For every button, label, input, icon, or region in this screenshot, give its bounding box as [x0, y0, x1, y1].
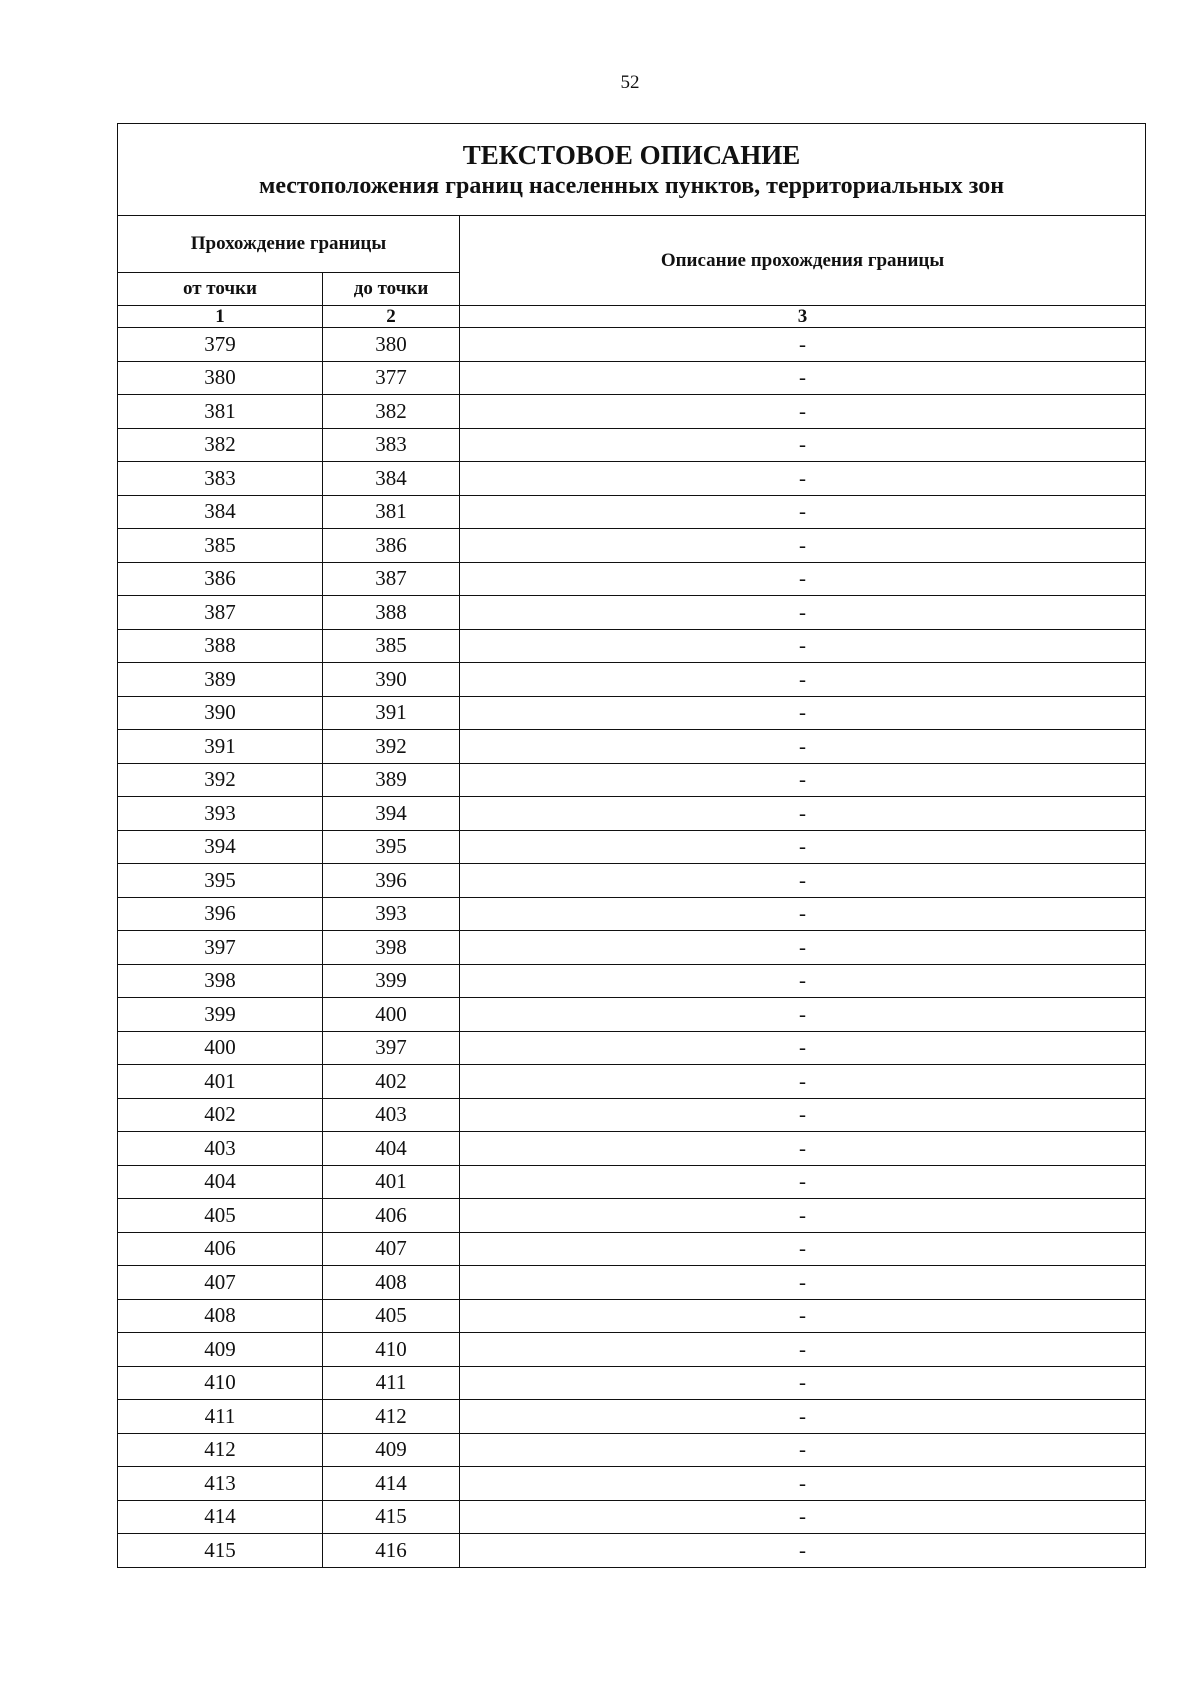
title-main: ТЕКСТОВОЕ ОПИСАНИЕ [462, 139, 801, 170]
table-row [118, 495, 1146, 529]
to-point-cell: 381 [323, 495, 460, 529]
to-point-cell: 382 [323, 395, 460, 429]
from-point-cell: 415 [118, 1534, 323, 1568]
from-point-cell: 398 [118, 964, 323, 998]
description-cell: - [460, 1500, 1146, 1534]
table-row [118, 1534, 1146, 1568]
from-point-cell: 387 [118, 596, 323, 630]
from-point-cell: 389 [118, 663, 323, 697]
to-point-cell: 390 [323, 663, 460, 697]
table-row [118, 998, 1146, 1032]
from-point-cell: 392 [118, 763, 323, 797]
table-row [118, 1266, 1146, 1300]
to-point-cell: 396 [323, 864, 460, 898]
title-subtitle: местоположения границ населенных пунктов, территориальных зон [258, 172, 1005, 199]
table-row [118, 1400, 1146, 1434]
to-point-cell: 407 [323, 1232, 460, 1266]
description-cell: - [460, 428, 1146, 462]
table-row [118, 395, 1146, 429]
description-cell: - [460, 663, 1146, 697]
description-cell: - [460, 529, 1146, 563]
table-row [118, 361, 1146, 395]
description-cell: - [460, 797, 1146, 831]
to-point-cell: 388 [323, 596, 460, 630]
description-cell: - [460, 696, 1146, 730]
table-row [118, 830, 1146, 864]
to-point-cell: 380 [323, 328, 460, 362]
to-point-cell: 384 [323, 462, 460, 496]
from-point-cell: 397 [118, 931, 323, 965]
description-cell: - [460, 1534, 1146, 1568]
table-row [118, 864, 1146, 898]
from-point-cell: 385 [118, 529, 323, 563]
header-from-point: от точки [118, 273, 323, 306]
page-number: 52 [620, 72, 640, 93]
to-point-cell: 408 [323, 1266, 460, 1300]
to-point-cell: 386 [323, 529, 460, 563]
table-row [118, 1065, 1146, 1099]
description-cell: - [460, 897, 1146, 931]
table-row [118, 328, 1146, 362]
description-cell: - [460, 1366, 1146, 1400]
description-cell: - [460, 629, 1146, 663]
description-cell: - [460, 931, 1146, 965]
header-description: Описание прохождения границы [460, 216, 1146, 306]
from-point-cell: 380 [118, 361, 323, 395]
from-point-cell: 401 [118, 1065, 323, 1099]
to-point-cell: 401 [323, 1165, 460, 1199]
table-row [118, 462, 1146, 496]
table-row [118, 562, 1146, 596]
to-point-cell: 394 [323, 797, 460, 831]
to-point-cell: 404 [323, 1132, 460, 1166]
from-point-cell: 390 [118, 696, 323, 730]
description-cell: - [460, 562, 1146, 596]
from-point-cell: 396 [118, 897, 323, 931]
to-point-cell: 377 [323, 361, 460, 395]
to-point-cell: 383 [323, 428, 460, 462]
description-cell: - [460, 864, 1146, 898]
table-row [118, 964, 1146, 998]
from-point-cell: 386 [118, 562, 323, 596]
description-cell: - [460, 1098, 1146, 1132]
to-point-cell: 406 [323, 1199, 460, 1233]
description-cell: - [460, 998, 1146, 1032]
from-point-cell: 394 [118, 830, 323, 864]
table-row [118, 1500, 1146, 1534]
table-row [118, 1165, 1146, 1199]
table-row [118, 897, 1146, 931]
from-point-cell: 407 [118, 1266, 323, 1300]
description-cell: - [460, 964, 1146, 998]
to-point-cell: 400 [323, 998, 460, 1032]
to-point-cell: 397 [323, 1031, 460, 1065]
from-point-cell: 399 [118, 998, 323, 1032]
table-row [118, 1031, 1146, 1065]
table-body [118, 328, 1146, 1568]
table-row [118, 1098, 1146, 1132]
from-point-cell: 382 [118, 428, 323, 462]
from-point-cell: 393 [118, 797, 323, 831]
description-cell: - [460, 1433, 1146, 1467]
description-cell: - [460, 1467, 1146, 1501]
description-cell: - [460, 1065, 1146, 1099]
from-point-cell: 400 [118, 1031, 323, 1065]
description-cell: - [460, 596, 1146, 630]
table-row [118, 629, 1146, 663]
to-point-cell: 405 [323, 1299, 460, 1333]
table-row [118, 1299, 1146, 1333]
to-point-cell: 385 [323, 629, 460, 663]
to-point-cell: 387 [323, 562, 460, 596]
table-row [118, 1467, 1146, 1501]
to-point-cell: 410 [323, 1333, 460, 1367]
table-row [118, 428, 1146, 462]
from-point-cell: 381 [118, 395, 323, 429]
description-cell: - [460, 1333, 1146, 1367]
table-row [118, 1232, 1146, 1266]
description-cell: - [460, 730, 1146, 764]
from-point-cell: 383 [118, 462, 323, 496]
table-row [118, 1199, 1146, 1233]
to-point-cell: 403 [323, 1098, 460, 1132]
table-row [118, 931, 1146, 965]
description-cell: - [460, 763, 1146, 797]
table-row [118, 1333, 1146, 1367]
from-point-cell: 412 [118, 1433, 323, 1467]
table-row [118, 730, 1146, 764]
table-title [118, 124, 1146, 216]
to-point-cell: 414 [323, 1467, 460, 1501]
column-number-3: 3 [460, 306, 1146, 328]
table-row [118, 596, 1146, 630]
boundary-description-table [117, 123, 1146, 1568]
to-point-cell: 393 [323, 897, 460, 931]
from-point-cell: 408 [118, 1299, 323, 1333]
header-to-point: до точки [323, 273, 460, 306]
to-point-cell: 411 [323, 1366, 460, 1400]
description-cell: - [460, 1165, 1146, 1199]
to-point-cell: 415 [323, 1500, 460, 1534]
from-point-cell: 411 [118, 1400, 323, 1434]
from-point-cell: 406 [118, 1232, 323, 1266]
to-point-cell: 399 [323, 964, 460, 998]
table-row [118, 797, 1146, 831]
description-cell: - [460, 1132, 1146, 1166]
table-row [118, 1366, 1146, 1400]
description-cell: - [460, 1199, 1146, 1233]
table-row [118, 1132, 1146, 1166]
description-cell: - [460, 462, 1146, 496]
to-point-cell: 389 [323, 763, 460, 797]
to-point-cell: 412 [323, 1400, 460, 1434]
table-row [118, 529, 1146, 563]
description-cell: - [460, 1400, 1146, 1434]
description-cell: - [460, 1299, 1146, 1333]
column-number-1: 1 [118, 306, 323, 328]
description-cell: - [460, 1266, 1146, 1300]
to-point-cell: 416 [323, 1534, 460, 1568]
from-point-cell: 395 [118, 864, 323, 898]
to-point-cell: 402 [323, 1065, 460, 1099]
description-cell: - [460, 328, 1146, 362]
from-point-cell: 384 [118, 495, 323, 529]
description-cell: - [460, 1232, 1146, 1266]
description-cell: - [460, 495, 1146, 529]
to-point-cell: 409 [323, 1433, 460, 1467]
from-point-cell: 404 [118, 1165, 323, 1199]
description-cell: - [460, 830, 1146, 864]
from-point-cell: 410 [118, 1366, 323, 1400]
to-point-cell: 391 [323, 696, 460, 730]
from-point-cell: 409 [118, 1333, 323, 1367]
table-row [118, 663, 1146, 697]
to-point-cell: 392 [323, 730, 460, 764]
description-cell: - [460, 361, 1146, 395]
from-point-cell: 402 [118, 1098, 323, 1132]
to-point-cell: 398 [323, 931, 460, 965]
from-point-cell: 391 [118, 730, 323, 764]
from-point-cell: 414 [118, 1500, 323, 1534]
table-row [118, 763, 1146, 797]
description-cell: - [460, 1031, 1146, 1065]
to-point-cell: 395 [323, 830, 460, 864]
from-point-cell: 379 [118, 328, 323, 362]
description-cell: - [460, 395, 1146, 429]
header-boundary-passage: Прохождение границы [118, 216, 460, 273]
table-row [118, 1433, 1146, 1467]
table-row [118, 696, 1146, 730]
from-point-cell: 403 [118, 1132, 323, 1166]
from-point-cell: 388 [118, 629, 323, 663]
from-point-cell: 413 [118, 1467, 323, 1501]
from-point-cell: 405 [118, 1199, 323, 1233]
column-number-2: 2 [323, 306, 460, 328]
